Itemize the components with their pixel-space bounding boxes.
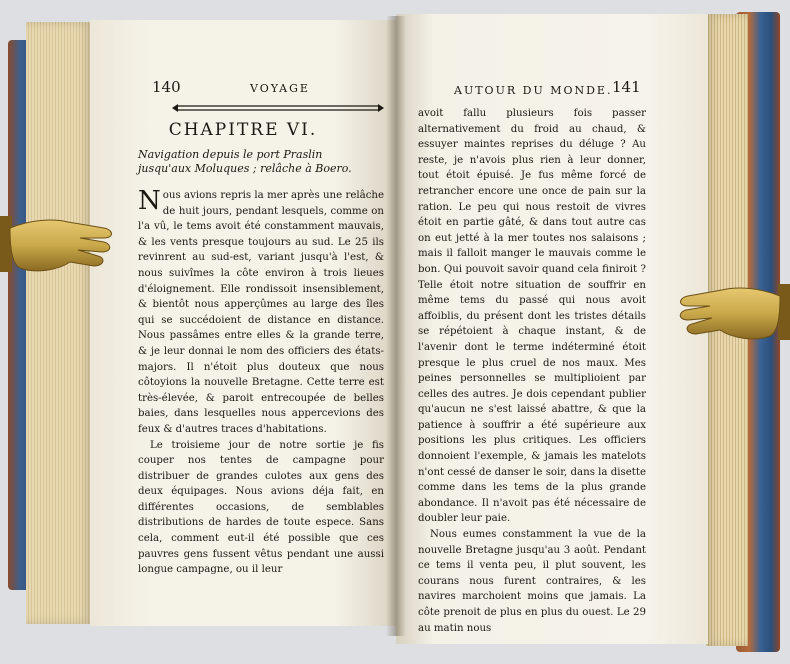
left-page [90, 20, 396, 626]
right-body-text [418, 106, 646, 636]
chapter-title: CHAPITRE VI. [168, 120, 318, 140]
right-paragraph-1: avoit fallu plusieurs fois passer alternativement du froid au chaud, & essuyer maintes reprises du déluge ? Au reste, je n'avois plus rien à leur donner, tout étoit épuisé. Je fus même forcé de retrancher encore une once de pain sur la ration. Le peu qui nous restoit de vivres étoit en partie gâté, & dans tout autre cas on eut jetté à la mer toutes nos salaisons ; mais il falloit manger le mauvais comme le bon. Qui pouvoit savoir quand cela finiroit ? Telle étoit notre situation de souffrir en même tems du passé qui nous avoit affoiblis, du présent dont les tristes détails se répétoient à chaque instant, & de l'avenir dont le terme indéterminé étoit presque le plus cruel de nos maux. Mes peines personnelles se multiplioient par celles des autres. Je dois cependant publier qu'aucun ne s'est laissé abattre, & que la patience à souffrir a été supérieure aux positions les plus critiques. Les officiers donnoient l'exemple, & jamais les matelots n'ont cessé de danser le soir, dans la disette comme dans les tems de la plus grande abondance. Il n'avoit pas été nécessaire de doubler leur paie. [418, 108, 646, 525]
left-body-text [138, 188, 384, 578]
book-gutter [386, 16, 406, 636]
left-brass-hand-clip [0, 208, 118, 286]
right-brass-hand-clip [678, 278, 790, 350]
right-page-number: 141 [612, 78, 641, 96]
page-edges-left [26, 22, 92, 624]
right-running-head: AUTOUR DU MONDE. [454, 84, 613, 97]
ornament-rule [170, 102, 386, 114]
left-page-number: 140 [152, 78, 181, 96]
left-running-head: VOYAGE [250, 82, 310, 95]
drop-cap: N [138, 186, 161, 216]
left-paragraph-1: ous avions repris la mer après une relâche de huit jours, pendant lesquels, comme on l'a vû, le tems avoit été constamment mauvais, & les vents presque toujours au sud. Le 25 ils revinrent au sud-est, variant jusqu'à l'est, & nous suivîmes la côte environ à trois lieues d'éloignement. Elle rondissoit insensiblement, & bientôt nous apperçûmes au large des îles qui se succédoient de distance en distance. Nous passâmes entre elles & la grande terre, & je leur donnai le nom des officiers des états-majors. Il n'étoit plus douteux que nous côtoyions la nouvelle Bretagne. Cette terre est très-élevée, & paroit entrecoupée de belles baies, dans lesquelles nous appercevions des feux & d'autres traces d'habitations. [138, 190, 384, 435]
left-paragraph-2: Le troisieme jour de notre sortie je fis couper nos tentes de campagne pour distribuer de grandes culotes aux gens des deux équipages. Nous avions déja fait, en différentes occasions, de semblables distributions de hardes de toute espece. Sans cela, comment eut-il été possible que ces pauvres gens fussent vêtus pendant une aussi longue campagne, ou il leur [138, 439, 384, 576]
right-paragraph-2: Nous eumes constamment la vue de la nouvelle Bretagne jusqu'au 3 août. Pendant ce tems il venta peu, il plut souvent, les courans nous furent contraires, & les navires marchoient moins que jamais. La côte prenoit de plus en plus du ouest. Le 29 au matin nous [418, 529, 646, 634]
right-page [396, 14, 708, 644]
chapter-subtitle: Navigation depuis le port Praslin jusqu'aux Moluques ; relâche à Boero. [138, 148, 352, 175]
